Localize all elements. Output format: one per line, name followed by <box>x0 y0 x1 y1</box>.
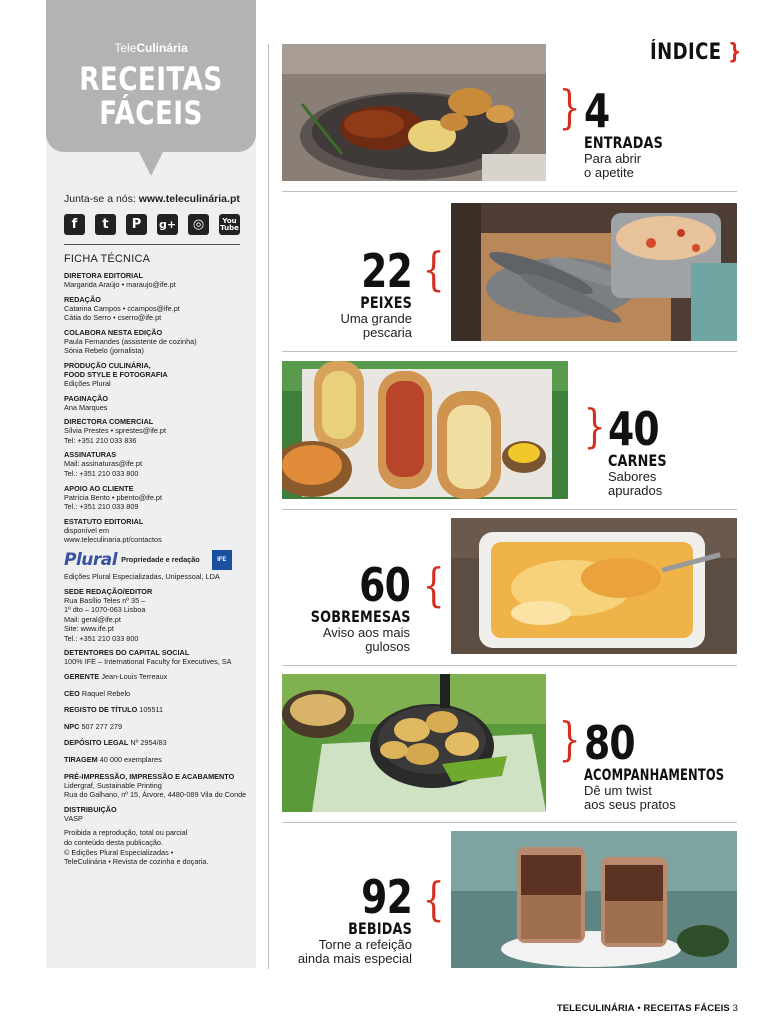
credit-label: DIRECTORA COMERCIAL <box>64 417 154 427</box>
index-entry-peixes[interactable] <box>300 244 412 340</box>
section-name: BEBIDAS <box>348 919 412 938</box>
pinterest-icon[interactable]: P <box>126 214 147 235</box>
ficha-tecnica <box>64 253 249 867</box>
carnes-brace: } <box>583 399 606 453</box>
credit-block <box>64 484 249 512</box>
page-number: 80 <box>584 716 635 770</box>
index-entry-acompanhamentos[interactable] <box>584 716 738 812</box>
row-separator <box>282 351 737 352</box>
credit-value: Jean-Louis Terreaux <box>101 672 168 682</box>
banner-notch <box>138 150 164 176</box>
credit-block <box>64 417 249 445</box>
credit-block <box>64 648 249 667</box>
social-icons <box>64 214 240 235</box>
credit-label: COLABORA NESTA EDIÇÃO <box>64 327 163 337</box>
ife-logo: IFE <box>212 550 232 570</box>
divider <box>64 244 240 245</box>
credit-label: NPC <box>64 721 80 731</box>
twitter-icon[interactable]: t <box>95 214 116 235</box>
section-name: ACOMPANHAMENTOS <box>584 765 725 784</box>
instagram-icon[interactable]: ◎ <box>188 214 209 235</box>
credit-block <box>64 450 249 478</box>
credit-block <box>64 295 249 323</box>
credit-value: 507 277 279 <box>81 721 123 731</box>
peixes-photo <box>451 203 737 341</box>
credit-value: Catarina Campos • ccampos@ife.pt Cátia do Serro • cserro@ife.pt <box>64 303 180 323</box>
credit-label: ESTATUTO EDITORIAL <box>64 516 144 526</box>
google-plus-icon[interactable]: g+ <box>157 214 178 235</box>
page-number: 60 <box>359 558 410 612</box>
credit-value: Rua Basílio Teles nº 35 – 1º dto – 1070-063 Lisboa Mail: geral@ife.pt Site: www.ife.pt Tel.: +351 210 033 800 <box>64 595 146 643</box>
acompanhamentos-photo <box>282 674 546 812</box>
section-name: ENTRADAS <box>584 133 663 152</box>
section-description: Aviso aos mais gulosos <box>322 625 410 654</box>
page-number: 40 <box>608 402 659 456</box>
section-description: Dê um twist aos seus pratos <box>584 783 676 812</box>
credit-value: Raquel Rebelo <box>81 688 131 698</box>
credit-block <box>64 772 249 800</box>
credit-label: DEPÓSITO LEGAL <box>64 738 129 748</box>
credit-value: Edições Plural <box>64 378 111 388</box>
section-description: Uma grande pescaria <box>340 311 412 340</box>
youtube-icon[interactable]: You Tube <box>219 214 240 235</box>
row-separator <box>282 191 737 192</box>
section-description: Sabores apurados <box>608 469 663 498</box>
page-number-footer: 3 <box>732 1003 738 1014</box>
credit-value: Lidergraf, Sustainable Printing Rua do Galhano, nº 15, Árvore, 4480-089 Vila do Conde <box>64 780 247 800</box>
credit-inline <box>64 705 249 715</box>
page-footer: TELECULINÁRIA • RECEITAS FÁCEIS 3 <box>556 1003 738 1014</box>
credit-block <box>64 361 249 389</box>
index-entry-entradas[interactable] <box>584 84 734 180</box>
credit-label: DIRETORA EDITORIAL <box>64 271 143 280</box>
credit-inline <box>64 755 249 765</box>
plural-logo: Plural <box>64 549 118 570</box>
credit-value: Mail: assinaturas@ife.pt Tel.: +351 210 033 800 <box>64 459 142 478</box>
credit-value: 105511 <box>139 705 164 715</box>
credit-value: Margarida Araújo • maraujo@ife.pt <box>64 280 176 289</box>
credit-block <box>64 517 249 545</box>
credit-inline <box>64 689 249 699</box>
sidebar-credits <box>46 0 256 968</box>
credit-label: GERENTE <box>64 672 100 682</box>
sobremesas-photo <box>451 518 737 654</box>
credit-block <box>64 805 249 824</box>
credit-label: PRÉ-IMPRESSÃO, IMPRESSÃO E ACABAMENTO <box>64 771 235 781</box>
credit-label: REDAÇÃO <box>64 294 101 304</box>
credit-label: PAGINAÇÃO <box>64 393 109 403</box>
credit-label: DETENTORES DO CAPITAL SOCIAL <box>64 648 190 658</box>
join-us-text: Junta-se a nós: www.teleculinária.pt <box>64 193 240 205</box>
website-link[interactable]: www.teleculinária.pt <box>138 193 240 205</box>
credit-block <box>64 271 249 290</box>
entradas-brace: } <box>558 80 581 134</box>
entradas-photo <box>282 44 546 181</box>
brand-logo: TeleCulinária <box>114 41 188 55</box>
bebidas-brace: { <box>422 872 445 926</box>
section-description: Para abrir o apetite <box>584 151 642 180</box>
section-name: PEIXES <box>360 293 412 312</box>
credit-value: VASP <box>64 813 83 823</box>
section-description: Torne a refeição ainda mais especial <box>297 937 412 966</box>
peixes-brace: { <box>422 242 445 296</box>
credit-label: ASSINATURAS <box>64 450 117 460</box>
index-entry-bebidas[interactable] <box>292 870 412 966</box>
credit-value: Patrícia Bento • pbento@ife.pt Tel.: +351 210 033 809 <box>64 492 162 512</box>
credit-label: PRODUÇÃO CULINÁRIA, FOOD STYLE E FOTOGRAFIA <box>64 360 168 379</box>
credit-label: DISTRIBUIÇÃO <box>64 804 117 814</box>
title-banner <box>46 0 256 152</box>
credit-label: APOIO AO CLIENTE <box>64 483 134 493</box>
credit-value: Ana Marques <box>64 402 108 412</box>
row-separator <box>282 665 737 666</box>
credit-inline <box>64 722 249 732</box>
carnes-photo <box>282 361 568 499</box>
column-divider <box>268 44 269 969</box>
section-name: CARNES <box>608 451 667 470</box>
index-entry-carnes[interactable] <box>608 402 738 498</box>
banner-title-line-1: RECEITAS <box>79 60 223 98</box>
publisher-row <box>64 550 249 570</box>
row-separator <box>282 509 737 510</box>
page-number: 22 <box>361 244 412 298</box>
credit-value: 40 000 exemplares <box>99 755 162 765</box>
index-entry-sobremesas[interactable] <box>286 558 411 654</box>
index-title: ÍNDICE } <box>650 40 742 65</box>
index-title-brace: } <box>728 40 742 65</box>
credit-label: TIRAGEM <box>64 755 98 765</box>
page-number: 4 <box>584 84 610 138</box>
facebook-icon[interactable]: f <box>64 214 85 235</box>
credit-label: CEO <box>64 688 80 698</box>
credit-value: Nº 2954/83 <box>130 738 167 748</box>
property-label: Propriedade e redação <box>121 555 200 565</box>
credit-block <box>64 394 249 413</box>
credit-label: REGISTO DE TÍTULO <box>64 705 138 715</box>
credit-value: Paula Fernandes (assistente de cozinha) Sónia Rebelo (jornalista) <box>64 336 197 356</box>
credit-inline <box>64 672 249 682</box>
credit-block <box>64 587 249 644</box>
credit-label: SEDE REDAÇÃO/EDITOR <box>64 586 153 596</box>
credit-value: disponível em www.teleculinaria.pt/contactos <box>64 525 162 545</box>
row-separator <box>282 822 737 823</box>
legal-notice: Proibida a reprodução, total ou parcial do conteúdo desta publicação. © Edições Plural Especializadas • TeleCulinária • Revista de cozinha e doçaria. <box>64 828 209 867</box>
banner-title-line-2: FÁCEIS <box>99 94 203 132</box>
page-number: 92 <box>361 870 412 924</box>
credit-block <box>64 328 249 356</box>
ficha-title: FICHA TÉCNICA <box>64 253 151 265</box>
sobremesas-brace: { <box>422 558 445 612</box>
credit-value: 100% IFE – International Faculty for Executives, SA <box>64 657 232 667</box>
credit-value: Sílvia Prestes • sprestes@ife.pt Tel: +351 210 033 836 <box>64 426 167 445</box>
credit-inline <box>64 738 249 748</box>
section-name: SOBREMESAS <box>310 607 411 626</box>
bebidas-photo <box>451 831 737 968</box>
acompanhamentos-brace: } <box>558 712 581 766</box>
publisher-company: Edições Plural Especializadas, Unipessoal, LDA <box>64 571 220 581</box>
